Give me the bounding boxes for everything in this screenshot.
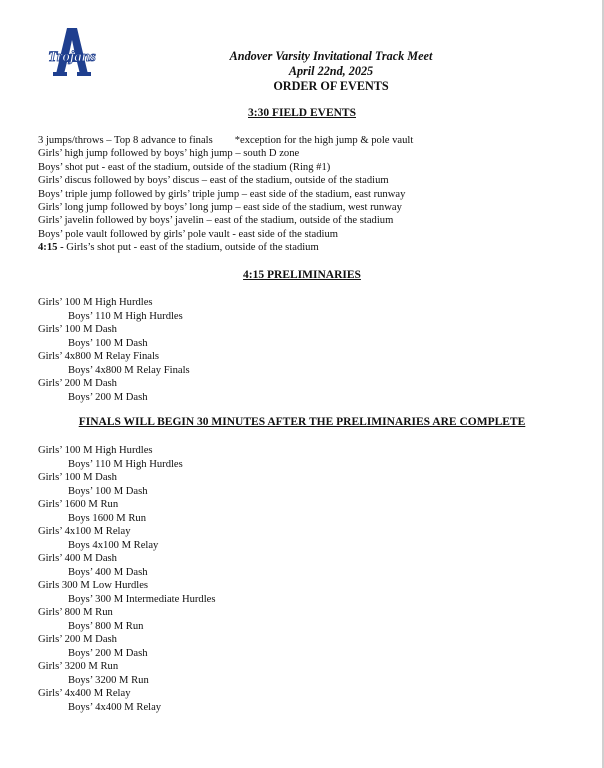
logo-graphic bbox=[44, 24, 100, 80]
field-event-line: Boys’ shot put - east of the stadium, outside of the stadium (Ring #1) bbox=[38, 161, 331, 173]
event-item: Girls’ 3200 M Run bbox=[38, 661, 119, 672]
event-item: Girls’ 4x800 M Relay Finals bbox=[38, 351, 160, 362]
intro-left: 3 jumps/throws – Top 8 advance to finals bbox=[38, 135, 213, 146]
field-event-line: Girls’ high jump followed by boys’ high jump – south D zone bbox=[38, 148, 300, 160]
event-item: Boys’ 110 M High Hurdles bbox=[68, 310, 183, 322]
field-event-line: Girls’ long jump followed by boys’ long jump – east side of the stadium, west runway bbox=[38, 202, 402, 214]
event-item: Girls’ 200 M Dash bbox=[38, 378, 117, 389]
meet-date: April 22nd, 2025 bbox=[288, 64, 374, 78]
event-item: Boys’ 200 M Dash bbox=[68, 647, 148, 659]
event-item: Boys’ 800 M Run bbox=[68, 620, 144, 632]
event-item: Boys’ 200 M Dash bbox=[68, 391, 148, 403]
field-event-line-last bbox=[38, 241, 413, 254]
title-block bbox=[200, 49, 462, 94]
event-item: Girls’ 100 M High Hurdles bbox=[38, 445, 153, 456]
finals-heading: FINALS WILL BEGIN 30 MINUTES AFTER THE PRELIMINARIES ARE COMPLETE bbox=[78, 416, 526, 428]
trojans-logo bbox=[44, 24, 100, 80]
shot-put-time: 4:15 - bbox=[38, 242, 64, 254]
event-item: Boys’ 4x800 M Relay Finals bbox=[68, 364, 190, 376]
event-item: Girls’ 200 M Dash bbox=[38, 634, 117, 645]
event-item: Girls’ 4x100 M Relay bbox=[38, 526, 131, 537]
event-item: Boys’ 300 M Intermediate Hurdles bbox=[68, 593, 216, 605]
event-item: Boys’ 110 M High Hurdles bbox=[68, 458, 183, 470]
event-item: Girls’ 100 M Dash bbox=[38, 472, 117, 483]
event-item: Girls’ 100 M Dash bbox=[38, 324, 117, 335]
event-item: Boys’ 400 M Dash bbox=[68, 566, 148, 578]
field-event-line: Girls’ discus followed by boys’ discus – east of the stadium, outside of the stadium bbox=[38, 175, 389, 187]
field-event-line: Boys’ triple jump followed by girls’ triple jump – east side of the stadium, east runway bbox=[38, 188, 406, 200]
event-item: Girls’ 4x400 M Relay bbox=[38, 688, 131, 699]
field-events-intro bbox=[38, 134, 413, 147]
shot-put-text: Girls’s shot put - east of the stadium, outside of the stadium bbox=[66, 242, 319, 254]
meet-title: Andover Varsity Invitational Track Meet bbox=[229, 49, 433, 63]
event-item: Boys 1600 M Run bbox=[68, 512, 146, 524]
event-item: Girls’ 100 M High Hurdles bbox=[38, 297, 153, 308]
logo-text: Trojans bbox=[48, 49, 96, 65]
field-event-line: Boys’ pole vault followed by girls’ pole vault - east side of the stadium bbox=[38, 228, 338, 240]
event-item: Boys’ 3200 M Run bbox=[68, 674, 149, 686]
event-item: Boys’ 100 M Dash bbox=[68, 485, 148, 497]
field-event-line: Girls’ javelin followed by boys’ javelin – east of the stadium, outside of the stadium bbox=[38, 215, 394, 227]
preliminaries-heading: 4:15 PRELIMINARIES bbox=[243, 269, 361, 281]
event-item: Boys’ 4x400 M Relay bbox=[68, 701, 162, 713]
event-item: Girls’ 400 M Dash bbox=[38, 553, 117, 564]
event-item: Girls 300 M Low Hurdles bbox=[38, 580, 149, 591]
field-events-list bbox=[38, 134, 413, 255]
finals-list bbox=[38, 444, 216, 714]
intro-right: *exception for the high jump & pole vault bbox=[234, 135, 414, 146]
event-item: Boys 4x100 M Relay bbox=[68, 539, 159, 551]
event-item: Girls’ 1600 M Run bbox=[38, 499, 119, 510]
field-events-heading: 3:30 FIELD EVENTS bbox=[248, 107, 356, 119]
event-item: Boys’ 100 M Dash bbox=[68, 337, 148, 349]
order-of-events: ORDER OF EVENTS bbox=[273, 79, 389, 93]
event-item: Girls’ 800 M Run bbox=[38, 607, 113, 618]
preliminaries-list bbox=[38, 296, 190, 404]
